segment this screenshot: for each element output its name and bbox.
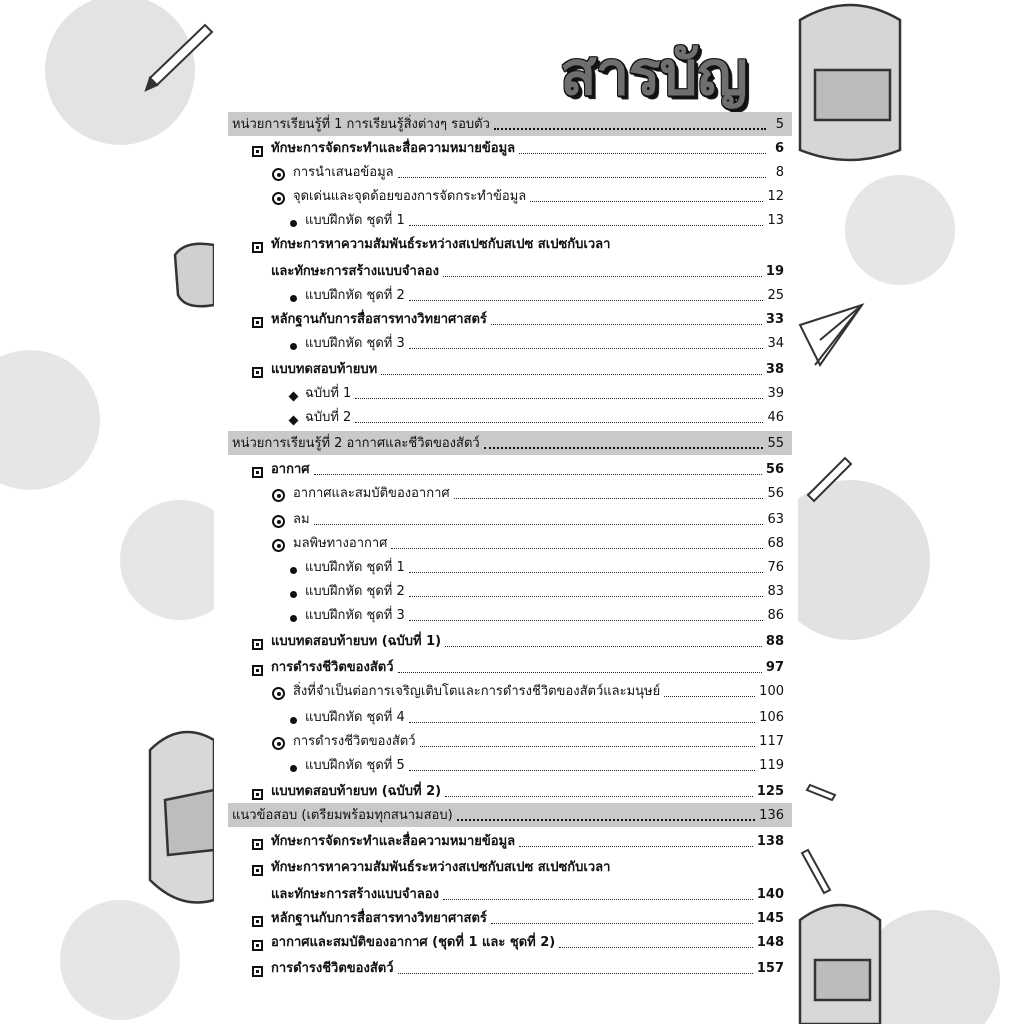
square-bullet-icon — [252, 146, 263, 157]
dot-leader — [519, 152, 766, 154]
toc-entry-label: สิ่งที่จำเป็นต่อการเจริญเติบโตและการดำรงชีวิตของสัตว์และมนุษย์ — [293, 684, 661, 699]
toc-entry — [228, 555, 792, 579]
toc-page-number: 145 — [756, 911, 784, 926]
toc-entry — [228, 531, 792, 555]
dot-leader — [381, 373, 762, 375]
circle-bullet-icon — [272, 539, 285, 552]
dot-leader — [409, 347, 764, 349]
toc-entry — [228, 283, 792, 307]
square-bullet-icon — [252, 367, 263, 378]
dot-leader — [420, 745, 756, 747]
square-bullet-icon — [252, 242, 263, 253]
toc-page-number: 39 — [767, 386, 784, 401]
toc-page-number: 56 — [765, 462, 784, 477]
circle-bullet-icon — [272, 192, 285, 205]
toc-page-number: 97 — [765, 660, 784, 675]
toc-entry-label: และทักษะการสร้างแบบจำลอง — [271, 887, 439, 902]
dot-leader — [355, 421, 763, 423]
toc-entry-label: ทักษะการหาความสัมพันธ์ระหว่างสเปซกับสเปซ สเปซกับเวลา — [271, 860, 611, 875]
toc-entry-label: แบบฝึกหัด ชุดที่ 1 — [305, 560, 405, 575]
dot-bullet-icon — [290, 567, 297, 574]
diamond-bullet-icon — [289, 392, 299, 402]
toc-entry-label: แบบทดสอบท้ายบท (ฉบับที่ 1) — [271, 634, 442, 649]
toc-entry — [228, 507, 792, 531]
dot-leader — [443, 275, 762, 277]
dot-bullet-icon — [290, 295, 297, 302]
toc-page-number: 125 — [756, 784, 784, 799]
dot-leader — [398, 972, 753, 974]
square-bullet-icon — [252, 940, 263, 951]
dot-leader — [457, 818, 756, 821]
toc-entry-label: การดำรงชีวิตของสัตว์ — [271, 660, 394, 675]
toc-page-number: 138 — [756, 834, 784, 849]
dot-leader — [664, 695, 755, 697]
square-bullet-icon — [252, 467, 263, 478]
toc-entry — [228, 729, 792, 753]
toc-page-number: 8 — [775, 165, 784, 180]
toc-entry — [228, 906, 792, 930]
toc-entry-label: แบบฝึกหัด ชุดที่ 4 — [305, 710, 405, 725]
dot-leader — [445, 645, 762, 647]
toc-page-number: 46 — [767, 410, 784, 425]
dot-leader — [409, 595, 764, 597]
toc-page-number: 119 — [759, 758, 784, 773]
page-title-box — [554, 32, 794, 124]
toc-entry-label: แบบทดสอบท้ายบท (ฉบับที่ 2) — [271, 784, 442, 799]
toc-entry — [228, 357, 792, 381]
backpack-icon — [150, 732, 214, 903]
dot-leader — [355, 397, 763, 399]
square-bullet-icon — [252, 839, 263, 850]
pencil-case-icon — [175, 244, 214, 307]
toc-entry — [228, 481, 792, 505]
toc-entry — [228, 956, 792, 980]
toc-entry — [228, 882, 792, 906]
square-bullet-icon — [252, 639, 263, 650]
toc-entry — [228, 136, 792, 160]
dot-bullet-icon — [290, 591, 297, 598]
toc-unit-row — [228, 431, 792, 455]
toc-entry-label: จุดเด่นและจุดด้อยของการจัดกระทำข้อมูล — [293, 189, 527, 204]
dot-bullet-icon — [290, 717, 297, 724]
toc-entry — [228, 184, 792, 208]
toc-entry-label: การนำเสนอข้อมูล — [293, 165, 394, 180]
toc-entry — [228, 679, 792, 703]
toc-entry-label: หลักฐานกับการสื่อสารทางวิทยาศาสตร์ — [271, 312, 487, 327]
toc-entry-label: หน่วยการเรียนรู้ที่ 1 การเรียนรู้สิ่งต่างๆ รอบตัว — [232, 117, 490, 132]
toc-page-number: 76 — [767, 560, 784, 575]
toc-entry — [228, 779, 792, 803]
toc-entry-label: ทักษะการจัดกระทำและสื่อความหมายข้อมูล — [271, 834, 516, 849]
toc-page-number: 117 — [759, 734, 784, 749]
dot-bullet-icon — [290, 615, 297, 622]
dot-leader — [314, 473, 762, 475]
dot-leader — [409, 224, 764, 226]
dot-leader — [491, 922, 753, 924]
toc-page-number: 157 — [756, 961, 784, 976]
dot-leader — [398, 671, 762, 673]
toc-entry — [228, 629, 792, 653]
toc-page-number: 6 — [774, 141, 784, 156]
dot-leader — [484, 446, 764, 449]
square-bullet-icon — [252, 916, 263, 927]
toc-entry — [228, 457, 792, 481]
circle-bullet-icon — [272, 489, 285, 502]
square-bullet-icon — [252, 865, 263, 876]
toc-page-number: 140 — [756, 887, 784, 902]
toc-page-number: 100 — [759, 684, 784, 699]
toc-entry-label: หลักฐานกับการสื่อสารทางวิทยาศาสตร์ — [271, 911, 487, 926]
dot-leader — [409, 299, 764, 301]
toc-entry — [228, 655, 792, 679]
toc-entry-label: แนวข้อสอบ (เตรียมพร้อมทุกสนามสอบ) — [232, 808, 453, 823]
toc-unit-row — [228, 803, 792, 827]
toc-entry — [228, 705, 792, 729]
toc-page-number: 106 — [759, 710, 784, 725]
toc-page-number: 12 — [767, 189, 784, 204]
toc-entry-label: การดำรงชีวิตของสัตว์ — [293, 734, 416, 749]
toc-page-number: 25 — [767, 288, 784, 303]
dot-leader — [519, 845, 753, 847]
dot-leader — [409, 571, 764, 573]
pencil-icon — [802, 785, 835, 893]
toc-entry-label: ฉบับที่ 1 — [305, 386, 352, 401]
paper-plane-icon — [800, 305, 862, 365]
toc-entry-label: แบบฝึกหัด ชุดที่ 2 — [305, 288, 405, 303]
circle-bullet-icon — [272, 515, 285, 528]
dot-leader — [391, 547, 763, 549]
dot-leader — [409, 619, 764, 621]
toc-entry — [228, 930, 792, 954]
toc-entry — [228, 829, 792, 853]
toc-page-number: 136 — [759, 808, 784, 823]
toc-entry-label: ฉบับที่ 2 — [305, 410, 352, 425]
toc-entry — [228, 381, 792, 405]
square-bullet-icon — [252, 966, 263, 977]
toc-entry-label: ลม — [293, 512, 310, 527]
backpack-icon — [800, 5, 900, 160]
dot-leader — [454, 497, 764, 499]
toc-entry — [228, 331, 792, 355]
toc-page-number: 83 — [767, 584, 784, 599]
toc-entry-label: และทักษะการสร้างแบบจำลอง — [271, 264, 439, 279]
dot-leader — [494, 127, 766, 130]
dot-leader — [491, 323, 762, 325]
backpack-icon — [800, 905, 880, 1024]
diamond-bullet-icon — [289, 416, 299, 426]
toc-entry-label: หน่วยการเรียนรู้ที่ 2 อากาศและชีวิตของสัตว์ — [232, 436, 480, 451]
toc-page-number: 86 — [767, 608, 784, 623]
circle-bullet-icon — [272, 737, 285, 750]
page-title: สารบัญ — [560, 39, 747, 109]
toc-entry-label: การดำรงชีวิตของสัตว์ — [271, 961, 394, 976]
dot-leader — [530, 200, 763, 202]
toc-entry-label: ทักษะการหาความสัมพันธ์ระหว่างสเปซกับสเปซ สเปซกับเวลา — [271, 237, 611, 252]
toc-entry-label: แบบฝึกหัด ชุดที่ 5 — [305, 758, 405, 773]
dot-leader — [409, 769, 755, 771]
toc-entry — [228, 259, 792, 283]
dot-leader — [314, 523, 764, 525]
toc-entry — [228, 160, 792, 184]
toc-page-number: 148 — [756, 935, 784, 950]
square-bullet-icon — [252, 665, 263, 676]
square-bullet-icon — [252, 789, 263, 800]
toc-entry — [228, 307, 792, 331]
toc-page-number: 5 — [775, 117, 784, 132]
toc-entry-label: แบบฝึกหัด ชุดที่ 2 — [305, 584, 405, 599]
dot-bullet-icon — [290, 220, 297, 227]
dot-leader — [443, 898, 753, 900]
toc-page-number: 19 — [765, 264, 784, 279]
toc-entry — [228, 855, 792, 879]
toc-page-number: 88 — [765, 634, 784, 649]
toc-page-number: 55 — [767, 436, 784, 451]
toc-entry-label: อากาศ — [271, 462, 310, 477]
toc-page-number: 56 — [767, 486, 784, 501]
toc-entry — [228, 579, 792, 603]
toc-page-number: 63 — [767, 512, 784, 527]
toc-entry-label: มลพิษทางอากาศ — [293, 536, 388, 551]
toc-entry-label: แบบฝึกหัด ชุดที่ 1 — [305, 213, 405, 228]
toc-entry — [228, 603, 792, 627]
dot-leader — [445, 795, 753, 797]
toc-entry-label: แบบฝึกหัด ชุดที่ 3 — [305, 336, 405, 351]
toc-entry — [228, 208, 792, 232]
circle-bullet-icon — [272, 687, 285, 700]
dot-bullet-icon — [290, 765, 297, 772]
toc-entry-label: ทักษะการจัดกระทำและสื่อความหมายข้อมูล — [271, 141, 516, 156]
dot-leader — [398, 176, 766, 178]
toc-entry — [228, 405, 792, 429]
toc-page-number: 68 — [767, 536, 784, 551]
toc-page-number: 13 — [767, 213, 784, 228]
toc-entry-label: แบบทดสอบท้ายบท — [271, 362, 378, 377]
dot-leader — [559, 946, 753, 948]
toc-entry-label: อากาศและสมบัติของอากาศ — [293, 486, 450, 501]
toc-page-number: 33 — [765, 312, 784, 327]
toc-page-number: 34 — [767, 336, 784, 351]
square-bullet-icon — [252, 317, 263, 328]
toc-entry — [228, 232, 792, 256]
toc-entry — [228, 753, 792, 777]
dot-bullet-icon — [290, 343, 297, 350]
toc-entry-label: แบบฝึกหัด ชุดที่ 3 — [305, 608, 405, 623]
toc-unit-row — [228, 112, 792, 136]
toc-page-number: 38 — [765, 362, 784, 377]
circle-bullet-icon — [272, 168, 285, 181]
dot-leader — [409, 721, 755, 723]
toc-entry-label: อากาศและสมบัติของอากาศ (ชุดที่ 1 และ ชุดที่ 2) — [271, 935, 556, 950]
